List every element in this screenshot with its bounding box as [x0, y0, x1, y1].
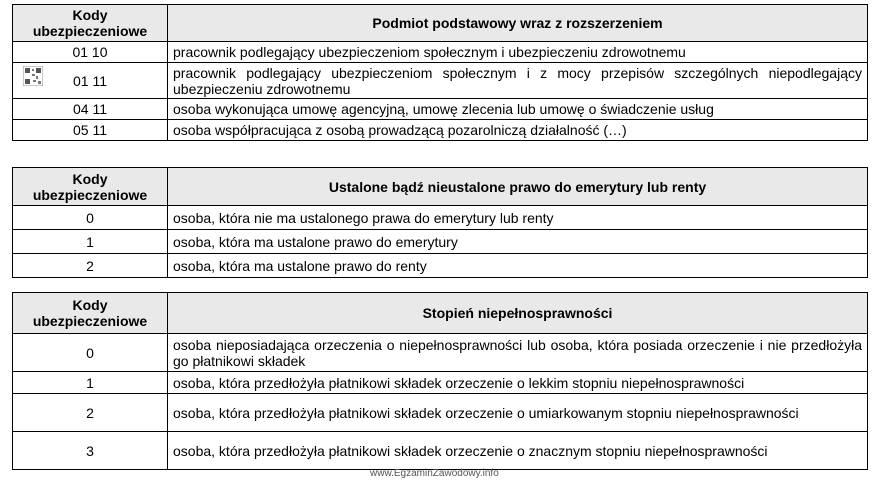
- header-kody: Kody ubezpieczeniowe: [13, 168, 168, 206]
- desc-cell: osoba wykonująca umowę agencyjną, umowę zlecenia lub umowę o świadczenie usług: [168, 99, 868, 120]
- code-cell: 2: [13, 254, 168, 278]
- code-cell: 2: [13, 394, 168, 432]
- header-title: Ustalone bądź nieustalone prawo do emerytury lub renty: [168, 168, 868, 206]
- code-text: 01 11: [73, 72, 107, 89]
- desc-cell: pracownik podlegający ubezpieczeniom społecznym i z mocy przepisów szczególnych niepodlegający ubezpieczeniu zdrowotnemu: [168, 63, 868, 99]
- desc-cell: pracownik podlegający ubezpieczeniom społecznym i ubezpieczeniu zdrowotnemu: [168, 42, 868, 63]
- code-cell: [13, 63, 168, 99]
- table-row: [13, 42, 868, 63]
- table-header-row: [13, 5, 868, 42]
- watermark: www.EgzaminZawodowy.info: [370, 468, 499, 479]
- code-cell: 05 11: [13, 120, 168, 141]
- table-header-row: [13, 293, 868, 334]
- code-cell: 0: [13, 334, 168, 372]
- code-cell: 1: [13, 230, 168, 254]
- table-header-row: [13, 168, 868, 206]
- table-stopien-niepelnosprawnosci: [12, 292, 868, 470]
- desc-cell: osoba, która nie ma ustalonego prawa do emerytury lub renty: [168, 206, 868, 230]
- table-row: [13, 120, 868, 141]
- header-kody: Kody ubezpieczeniowe: [13, 5, 168, 42]
- code-cell: 0: [13, 206, 168, 230]
- table-row: [13, 334, 868, 372]
- header-title: Stopień niepełnosprawności: [168, 293, 868, 334]
- table-row: [13, 99, 868, 120]
- table-row: [13, 63, 868, 99]
- table-row: [13, 206, 868, 230]
- desc-cell: osoba, która ma ustalone prawo do renty: [168, 254, 868, 278]
- desc-cell: osoba nieposiadająca orzeczenia o niepełnosprawności lub osoba, która posiada orzeczenie i nie przedłożyła go płatnikowi składek: [168, 334, 868, 372]
- table-row: [13, 394, 868, 432]
- table-row: [13, 432, 868, 470]
- table-row: [13, 372, 868, 394]
- code-cell: 1: [13, 372, 168, 394]
- code-cell: 01 10: [13, 42, 168, 63]
- table-row: [13, 230, 868, 254]
- table-podmiot-podstawowy: [12, 4, 868, 141]
- desc-cell: osoba współpracująca z osobą prowadzącą pozarolniczą działalność (…): [168, 120, 868, 141]
- desc-cell: osoba, która ma ustalone prawo do emerytury: [168, 230, 868, 254]
- header-kody: Kody ubezpieczeniowe: [13, 293, 168, 334]
- desc-cell: osoba, która przedłożyła płatnikowi składek orzeczenie o lekkim stopniu niepełnosprawności: [168, 372, 868, 394]
- code-cell: 04 11: [13, 99, 168, 120]
- qr-code-icon: [23, 66, 43, 86]
- desc-cell: osoba, która przedłożyła płatnikowi składek orzeczenie o znacznym stopniu niepełnosprawności: [168, 432, 868, 470]
- code-cell: 3: [13, 432, 168, 470]
- desc-cell: osoba, która przedłożyła płatnikowi składek orzeczenie o umiarkowanym stopniu niepełnosprawności: [168, 394, 868, 432]
- table-row: [13, 254, 868, 278]
- header-title: Podmiot podstawowy wraz z rozszerzeniem: [168, 5, 868, 42]
- table-prawo-do-emerytury: [12, 167, 868, 278]
